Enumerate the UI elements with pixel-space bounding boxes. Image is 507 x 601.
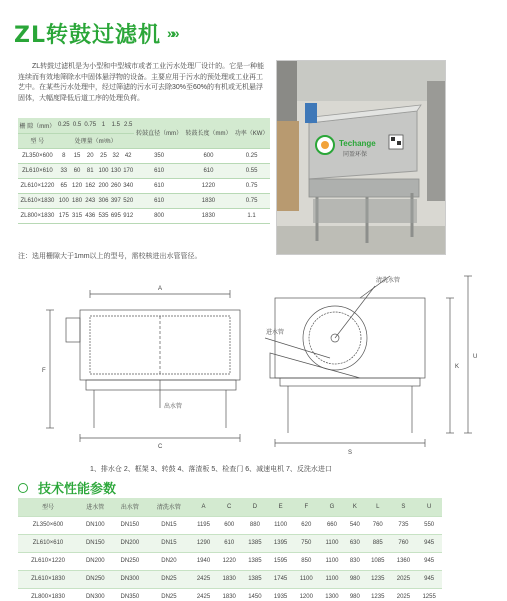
table-cell: 1100	[293, 570, 319, 588]
header-cell: 型 号	[18, 133, 57, 148]
header-cell: 0.25	[57, 118, 71, 133]
table-cell: 800	[134, 208, 183, 223]
table-cell: 735	[391, 516, 417, 534]
table-cell: 162	[83, 178, 97, 193]
header-cell: G	[319, 498, 345, 516]
table-cell: 1745	[268, 570, 294, 588]
header-cell: A	[191, 498, 217, 516]
table-cell: 1940	[191, 552, 217, 570]
table-cell: 610	[216, 534, 242, 552]
table-cell: 620	[293, 516, 319, 534]
selection-note: 注：选用栅隙大于1mm以上的型号，需校核进出水管管径。	[18, 253, 202, 260]
table-cell: 912	[122, 208, 134, 223]
table-cell: DN250	[78, 570, 113, 588]
table-cell: 1100	[319, 552, 345, 570]
header-cell: F	[293, 498, 319, 516]
product-photo-illustration	[277, 61, 446, 255]
table-cell: 760	[391, 534, 417, 552]
table-cell: ZL610×610	[18, 163, 57, 178]
table-cell: 100	[57, 193, 71, 208]
drum-housing-left	[80, 310, 240, 380]
header-cell: C	[216, 498, 242, 516]
table-cell: 1395	[268, 534, 294, 552]
table-cell: 540	[345, 516, 365, 534]
table-cell: 600	[184, 148, 233, 163]
header-cell: 栅 隙（mm）	[18, 118, 57, 133]
intro-paragraph: ZL转鼓过滤机是为小型和中型城市或者工业污水处理厂设计的。它是一种能连续而有效地筛除水中固体悬浮物的设备。主要应用于污水的预处理或工业再工艺中。在某些污水处理中，经过筛滤的污水可去除30%至60%的有机或无机悬浮固体，大幅度降低后道工序的处理负荷。	[18, 63, 265, 102]
table-row	[18, 193, 270, 208]
title-text: ZL转鼓过滤机	[14, 22, 161, 48]
table-cell: 600	[216, 516, 242, 534]
outlet-label: 出水管	[164, 404, 183, 410]
table-cell: 630	[345, 534, 365, 552]
header-cell: U	[416, 498, 442, 516]
table-cell: 610	[134, 178, 183, 193]
table-cell: 1385	[242, 552, 268, 570]
table-cell: 1290	[191, 534, 217, 552]
table-cell: 945	[416, 534, 442, 552]
specs-table	[18, 498, 442, 601]
table-cell: ZL800×1830	[18, 208, 57, 223]
table-cell: 306	[97, 193, 109, 208]
table-cell: 880	[242, 516, 268, 534]
table-row	[18, 516, 442, 534]
table-cell: 1385	[242, 570, 268, 588]
table-cell: ZL350×600	[18, 148, 57, 163]
photo-brand-label: Techange	[339, 139, 376, 148]
table-cell: 130	[110, 163, 122, 178]
table-cell: 1830	[184, 208, 233, 223]
table-cell: 0.55	[233, 163, 270, 178]
table-cell: 1235	[365, 588, 391, 601]
table-cell: 1595	[268, 552, 294, 570]
table-cell: 1360	[391, 552, 417, 570]
table-cell: 33	[57, 163, 71, 178]
table-cell: 243	[83, 193, 97, 208]
table-cell: 660	[319, 516, 345, 534]
table-cell: 830	[345, 552, 365, 570]
header-cell: 0.5	[71, 118, 83, 133]
dim-label-f: F	[42, 368, 46, 374]
table-cell: 980	[345, 588, 365, 601]
dim-label-u: U	[473, 354, 478, 360]
specs-table-header	[18, 498, 442, 516]
table-cell: 1100	[319, 534, 345, 552]
header-cell: 进水管	[78, 498, 113, 516]
table-cell: 695	[110, 208, 122, 223]
header-cell: D	[242, 498, 268, 516]
header-cell: 转鼓直径（mm）	[134, 118, 183, 148]
table-cell: 1255	[416, 588, 442, 601]
table-cell: 200	[97, 178, 109, 193]
table-cell: 1195	[191, 516, 217, 534]
table-cell: 1085	[365, 552, 391, 570]
table-cell: DN20	[147, 552, 191, 570]
table-cell: 850	[293, 552, 319, 570]
table-cell: DN150	[113, 516, 148, 534]
table-cell: ZL610×1220	[18, 178, 57, 193]
capacity-table	[18, 118, 270, 224]
table-row	[18, 163, 270, 178]
table-row	[18, 148, 270, 163]
table-cell: 1830	[184, 193, 233, 208]
table-cell: DN300	[78, 588, 113, 601]
table-cell: 1220	[184, 178, 233, 193]
table-cell: DN300	[113, 570, 148, 588]
table-row	[18, 178, 270, 193]
table-cell: 15	[71, 148, 83, 163]
section-title: 技术性能参数	[38, 481, 117, 496]
table-cell: 175	[57, 208, 71, 223]
table-cell: 2025	[391, 570, 417, 588]
table-cell: 42	[122, 148, 134, 163]
header-cell: E	[268, 498, 294, 516]
table-cell: ZL610×1830	[18, 570, 78, 588]
table-cell: 350	[134, 148, 183, 163]
table-cell: 1830	[216, 570, 242, 588]
table-cell: 180	[71, 193, 83, 208]
table-cell: 760	[365, 516, 391, 534]
table-cell: DN15	[147, 534, 191, 552]
table-cell: 436	[83, 208, 97, 223]
table-cell: 20	[83, 148, 97, 163]
header-cell: 出水管	[113, 498, 148, 516]
table-cell: 340	[122, 178, 134, 193]
table-cell: DN15	[147, 516, 191, 534]
table-cell: 1935	[268, 588, 294, 601]
table-cell: 945	[416, 552, 442, 570]
table-cell: ZL610×1830	[18, 193, 57, 208]
table-cell: 2425	[191, 588, 217, 601]
inlet-label: 进水管	[266, 330, 285, 336]
table-cell: 945	[416, 570, 442, 588]
capacity-table-header	[18, 118, 270, 133]
table-cell: 170	[122, 163, 134, 178]
table-cell: 610	[134, 163, 183, 178]
table-row	[18, 552, 442, 570]
table-cell: 535	[97, 208, 109, 223]
table-cell: DN25	[147, 570, 191, 588]
table-cell: 2425	[191, 570, 217, 588]
table-cell: 980	[345, 570, 365, 588]
table-cell: DN25	[147, 588, 191, 601]
table-cell: 885	[365, 534, 391, 552]
table-cell: 1830	[216, 588, 242, 601]
table-cell: 610	[184, 163, 233, 178]
table-cell: 0.75	[233, 193, 270, 208]
table-cell: ZL610×1220	[18, 552, 78, 570]
header-cell: K	[345, 498, 365, 516]
header-cell: 2.5	[122, 118, 134, 133]
table-cell: 1.1	[233, 208, 270, 223]
table-row	[18, 534, 442, 552]
section-heading	[18, 478, 116, 497]
table-cell: 1200	[293, 588, 319, 601]
table-cell: 0.75	[233, 178, 270, 193]
photo-brand-sublabel: 同盈环保	[343, 152, 368, 158]
table-cell: DN200	[113, 534, 148, 552]
header-cell: 功率（KW）	[233, 118, 270, 148]
table-row	[18, 588, 442, 601]
table-cell: 8	[57, 148, 71, 163]
table-cell: 25	[97, 148, 109, 163]
dim-label-k: K	[455, 364, 460, 370]
table-row	[18, 208, 270, 223]
table-cell: DN250	[113, 552, 148, 570]
circle-bullet-icon	[18, 483, 28, 493]
table-cell: 1300	[319, 588, 345, 601]
table-cell: DN200	[78, 552, 113, 570]
dim-label-a: A	[158, 286, 163, 292]
table-cell: 32	[110, 148, 122, 163]
table-cell: DN350	[113, 588, 148, 601]
product-photo	[276, 60, 446, 255]
table-cell: 1220	[216, 552, 242, 570]
table-cell: ZL610×610	[18, 534, 78, 552]
table-cell: 81	[83, 163, 97, 178]
table-cell: 550	[416, 516, 442, 534]
header-cell: 型号	[18, 498, 78, 516]
table-cell: 1385	[242, 534, 268, 552]
page-title	[14, 18, 177, 48]
header-cell: S	[391, 498, 417, 516]
table-cell: 65	[57, 178, 71, 193]
table-cell: 1100	[319, 570, 345, 588]
table-cell: 60	[71, 163, 83, 178]
header-cell: 转鼓长度（mm）	[184, 118, 233, 148]
table-cell: 120	[71, 178, 83, 193]
table-cell: ZL350×600	[18, 516, 78, 534]
table-cell: 750	[293, 534, 319, 552]
header-cell: L	[365, 498, 391, 516]
table-cell: 1100	[268, 516, 294, 534]
table-cell: 260	[110, 178, 122, 193]
header-cell: 处理量（m³/h）	[57, 133, 135, 148]
table-cell: 100	[97, 163, 109, 178]
table-cell: 1450	[242, 588, 268, 601]
technical-drawing	[30, 268, 490, 480]
table-cell: ZL800×1830	[18, 588, 78, 601]
table-cell: 1235	[365, 570, 391, 588]
drawing-legend: 1、排水仓 2、框架 3、转鼓 4、落渣板 5、检查门 6、减速电机 7、反洗水进口	[90, 466, 332, 473]
header-cell: 清洗水管	[147, 498, 191, 516]
dim-label-c: C	[158, 444, 163, 450]
chevron-right-icon: »»	[166, 25, 177, 41]
table-cell: DN150	[78, 534, 113, 552]
table-cell: 2025	[391, 588, 417, 601]
header-cell: 1.5	[110, 118, 122, 133]
table-row	[18, 570, 442, 588]
table-cell: DN100	[78, 516, 113, 534]
dim-label-s: S	[348, 450, 353, 456]
wash-label: 清洗水管	[376, 278, 401, 284]
header-cell: 1	[97, 118, 109, 133]
table-cell: 610	[134, 193, 183, 208]
header-cell: 0.75	[83, 118, 97, 133]
table-cell: 397	[110, 193, 122, 208]
table-cell: 0.25	[233, 148, 270, 163]
motor-left	[66, 318, 80, 342]
table-cell: 520	[122, 193, 134, 208]
table-cell: 315	[71, 208, 83, 223]
